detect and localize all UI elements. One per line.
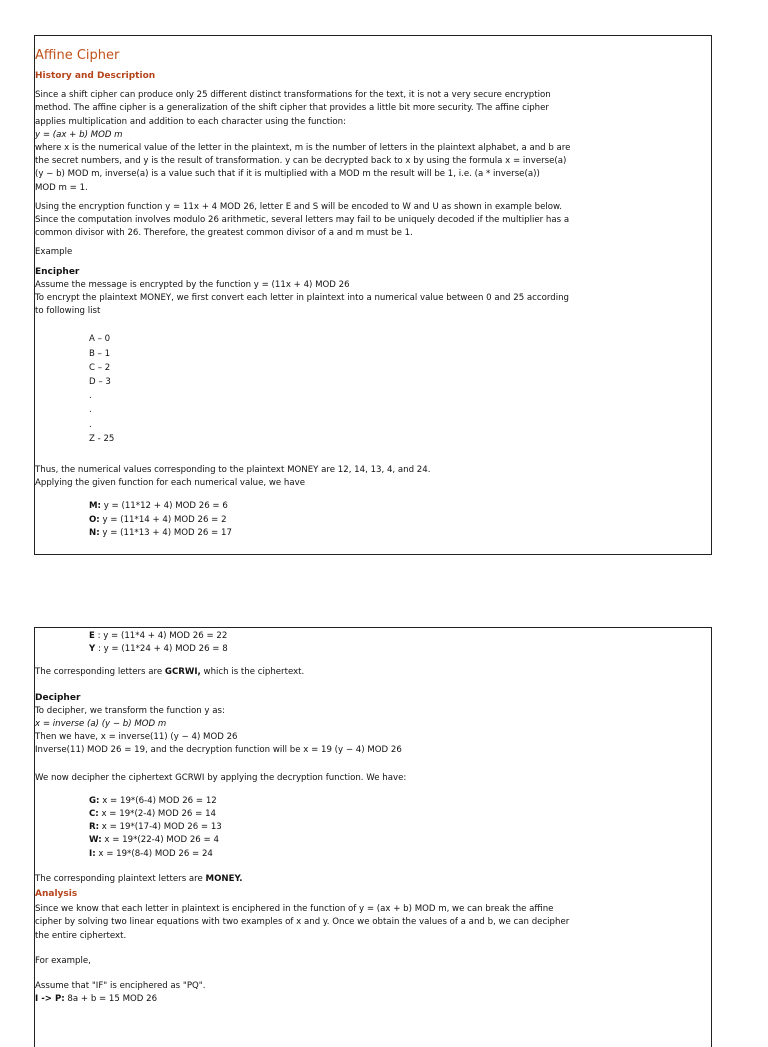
plain-result [35,873,705,886]
computation-expr: y = (11*12 + 4) MOD 26 = 6 [101,501,228,512]
encipher-line: To encrypt the plaintext MONEY, we first convert each letter in plaintext into a numerical value between 0 and 25 according [35,293,570,304]
decryption-expr: x = 19*(17-4) MOD 26 = 13 [99,822,222,833]
decryption-letter: W: [89,835,102,846]
thus-line: Applying the given function for each numerical value, we have [35,478,306,489]
decryption-expr: x = 19*(22-4) MOD 26 = 4 [101,835,219,846]
decipher-line: Then we have, x = inverse(11) (y − 4) MOD 26 [35,732,238,743]
example-label: Example [35,247,73,258]
analysis-heading: Analysis [35,889,78,900]
intro-line: Since a shift cipher can produce only 25 different distinct transformations for the text, it is not a very secure encryption [35,90,551,101]
computation-expr: y = (11*13 + 4) MOD 26 = 17 [99,527,232,538]
history-heading: History and Description [35,71,156,81]
decipher-intro: We now decipher the ciphertext GCRWI by applying the decryption function. We have: [35,772,407,783]
affine-function: y = (ax + b) MOD m [35,129,123,140]
decryption-expr: x = 19*(6-4) MOD 26 = 12 [99,795,217,806]
decipher-line: Inverse(11) MOD 26 = 19, and the decryption function will be x = 19 (y − 4) MOD 26 [35,745,402,756]
plain-result-prefix: The corresponding plaintext letters are [35,873,206,884]
cipher-result [35,666,705,679]
computation-expr: : y = (11*4 + 4) MOD 26 = 22 [94,631,228,641]
decipher-line: To decipher, we transform the function y as: [35,705,225,716]
encipher-line: to following list [35,306,101,317]
decryption-expr: x = 19*(8-4) MOD 26 = 24 [95,848,213,859]
computation-letter: E [89,631,95,641]
computation-row [89,643,705,656]
computation-expr: y = (11*14 + 4) MOD 26 = 2 [99,514,227,525]
cipher-result-suffix: which is the ciphertext. [200,667,305,678]
document-page-2 [34,627,712,1047]
cipher-result-prefix: The corresponding letters are [35,667,165,678]
for-example: For example, [35,955,91,966]
using-line: Using the encryption function y = 11x + 4 MOD 26, letter E and S will be encoded to W and U as shown in example below. [35,201,563,212]
decryption-letter: C: [89,809,99,820]
analysis-line: cipher by solving two linear equations with two examples of x and y. Once we obtain the values of a and b, we can decipher [35,917,570,928]
decryption-letter: I: [89,848,96,859]
decryption-row [89,795,705,808]
using-line: common divisor with 26. Therefore, the greatest common divisor of a and m must be 1. [35,228,413,239]
decryption-row [89,834,705,847]
list-item: . [89,405,92,416]
letter-value-list [89,332,705,446]
decryption-computations [89,795,705,861]
list-item: B – 1 [89,348,111,359]
decipher-line: x = inverse (a) (y − b) MOD m [35,719,167,730]
decryption-expr: x = 19*(2-4) MOD 26 = 14 [98,809,216,820]
list-item: . [89,419,92,430]
computation-letter: O: [89,514,100,525]
last-equation-label: I -> P: [35,994,65,1005]
list-item: C – 2 [89,362,111,373]
last-equation-expr: 8a + b = 15 MOD 26 [64,994,158,1005]
computation-row [89,527,705,540]
decryption-row [89,848,705,861]
encryption-computations-cont [89,630,705,656]
thus-line: Thus, the numerical values corresponding to the plaintext MONEY are 12, 14, 13, 4, and 24. [35,465,431,476]
where-line: where x is the numerical value of the letter in the plaintext, m is the number of letters in the plaintext alphabet, a and b are [35,143,571,154]
decryption-letter: R: [89,822,100,833]
encipher-line: Assume the message is encrypted by the function y = (11x + 4) MOD 26 [35,279,350,290]
decryption-row [89,808,705,821]
intro-line: applies multiplication and addition to each character using the function: [35,116,346,127]
computation-row [89,630,705,643]
computation-row [89,500,705,513]
list-item: D – 3 [89,377,111,388]
encryption-computations [89,500,705,540]
intro-line: method. The affine cipher is a generalization of the shift cipher that provides a little bit more security. The affine cipher [35,103,549,114]
computation-letter: N: [89,527,100,538]
computation-expr: : y = (11*24 + 4) MOD 26 = 8 [95,644,228,655]
computation-letter: Y [89,644,96,655]
analysis-line: the entire ciphertext. [35,930,127,941]
list-item: A – 0 [89,334,111,345]
decipher-heading: Decipher [35,692,81,703]
document-page-1 [34,35,712,555]
last-equation [35,993,705,1006]
plaintext: MONEY. [205,873,243,884]
decryption-row [89,821,705,834]
computation-row [89,514,705,527]
doc-title: Affine Cipher [35,48,120,63]
encipher-heading: Encipher [35,266,80,277]
analysis-line: Since we know that each letter in plaintext is enciphered in the function of y = (ax + b) MOD m, we can break the affine [35,904,554,915]
list-item: . [89,391,92,402]
where-line: the secret numbers, and y is the result of transformation. y can be decrypted back to x by using the formula x = inverse(a) [35,156,567,167]
where-line: MOD m = 1. [35,182,88,193]
decryption-letter: G: [89,795,100,806]
assume-line: Assume that "IF" is enciphered as "PQ". [35,981,206,992]
computation-letter: M: [89,501,101,512]
ciphertext: GCRWI, [164,667,201,678]
list-item: Z - 25 [89,433,115,444]
where-line: (y − b) MOD m, inverse(a) is a value such that if it is multiplied with a MOD m the result will be 1, i.e. (a * inverse(a)) [35,169,540,180]
using-line: Since the computation involves modulo 26 arithmetic, several letters may fail to be uniquely decoded if the multiplier has a [35,215,570,226]
